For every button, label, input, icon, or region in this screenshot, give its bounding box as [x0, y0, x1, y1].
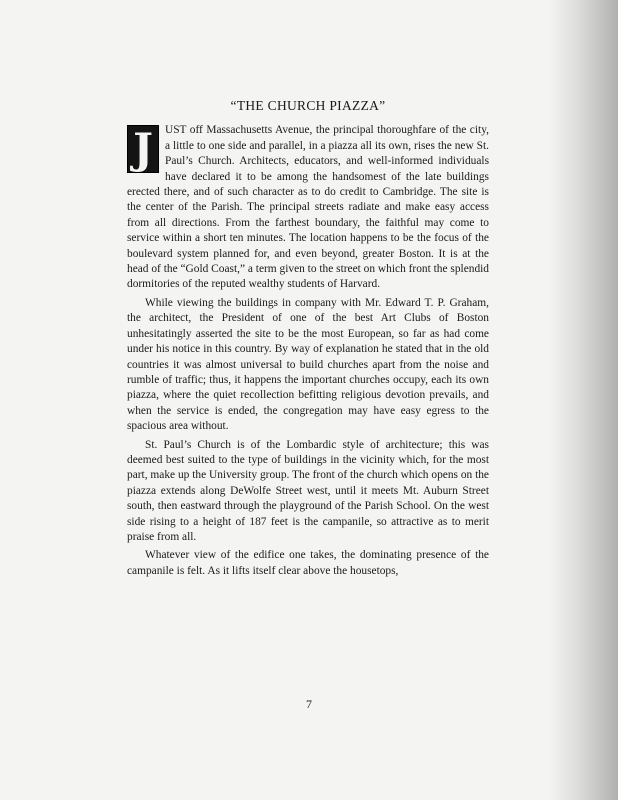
page-number: 7 — [306, 697, 312, 711]
paragraph-2: While viewing the buildings in company with Mr. Edward T. P. Graham, the architect, the President of one of the best Art Clubs of Boston unhesitatingly asserted the site to be the most European, so far as had come under his notice in this country. By way of explanation he stated that in the old countries it was almost universal to build churches apart from the noise and rumble of traffic; thus, it happens the important churches occupy, each its own piazza, where the quiet recollection befitting religious devotion prevails, and when the service is ended, the congregation may have easy egress to the spacious area without. — [127, 296, 489, 433]
paragraph-3: St. Paul’s Church is of the Lombardic style of architecture; this was deemed best suited to the type of buildings in the vicinity which, for the most part, make up the University group. The front of the church which opens on the piazza extends along DeWolfe Street west, until it meets Mt. Auburn Street south, then eastward through the playground of the Parish School. On the west side rising to a height of 187 feet is the campanile, so attractive as to merit praise from all. — [127, 438, 489, 543]
drop-cap-initial: J — [127, 125, 159, 173]
paragraph-1 — [127, 123, 489, 292]
page-edge-shadow — [548, 0, 618, 800]
paragraph-4: Whatever view of the edifice one takes, the dominating presence of the campanile is felt. As it lifts itself clear above the housetops, — [127, 549, 489, 577]
page-body — [127, 98, 489, 579]
paragraph-1-text: UST off Massachusetts Avenue, the principal thoroughfare of the city, a little to one side and parallel, in a piazza all its own, rises the new St. Paul’s Church. Architects, educators, and well-informed individuals have declared it to be among the handsomest of the late buildings erected there, and of such character as to do credit to Cambridge. The site is the center of the Parish. The principal streets radiate and make easy access from all directions. From the farthest boundary, the faithful may come to service within a short ten minutes. The location happens to be the focus of the boulevard system planned for, and even beyond, greater Boston. It is at the head of the “Gold Coast,” a term given to the street on which front the splendid dormitories of the reputed wealthy students of Harvard. — [127, 124, 489, 291]
chapter-title: “THE CHURCH PIAZZA” — [230, 98, 386, 113]
